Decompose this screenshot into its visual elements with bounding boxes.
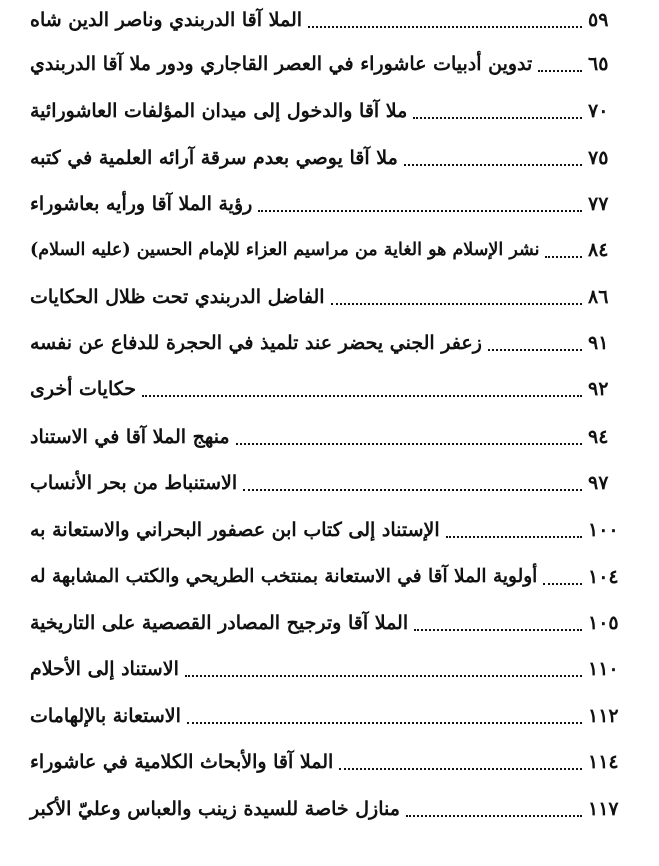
toc-dot-leader [308, 0, 582, 40]
toc-entry [30, 44, 626, 84]
toc-entry [30, 649, 626, 689]
toc-entry-page: ٩١ [588, 332, 609, 354]
toc-dot-leader [187, 696, 582, 736]
toc-entry [30, 463, 626, 503]
toc-entry-title: أولوية الملا آقا في الاستعانة بمنتخب الطريحي والكتب المشابهة له [30, 566, 538, 587]
toc-entry-title: رؤية الملا آقا ورأيه بعاشوراء [30, 193, 253, 215]
toc-entry-page: ٨٦ [588, 286, 609, 308]
toc-entry-title: ملا آقا والدخول إلى ميدان المؤلفات العاشورائية [30, 100, 408, 122]
toc-entry [30, 369, 626, 409]
toc-entry [30, 789, 626, 829]
toc-entry-page: ٦٥ [588, 53, 609, 75]
toc-entry-title: حكايات أخرى [30, 378, 136, 400]
toc-entry-title: الملا آقا والأبحاث الكلامية في عاشوراء [30, 751, 334, 773]
toc-dot-leader [406, 789, 582, 829]
toc-entry-title: الملا آقا وترجيح المصادر القصصية على التاريخية [30, 612, 409, 634]
toc-entry-page: ٥٩ [588, 9, 609, 31]
toc-dot-leader [258, 184, 582, 224]
toc-entry-page: ١٠٤ [588, 566, 619, 588]
toc-dot-leader [339, 742, 582, 782]
toc-dot-leader [543, 557, 582, 597]
toc-entry-title: ملا آقا يوصي بعدم سرقة آرائه العلمية في كتبه [30, 147, 398, 169]
toc-dot-leader [185, 649, 582, 689]
toc-entry-page: ٧٠ [588, 100, 609, 122]
toc-dot-leader [142, 369, 582, 409]
toc-entry-page: ١١٢ [588, 705, 619, 727]
toc-dot-leader [538, 44, 582, 84]
toc-entry-page: ٨٤ [588, 239, 609, 261]
toc-entry [30, 742, 626, 782]
toc-dot-leader [446, 510, 582, 550]
toc-entry-page: ٧٥ [588, 147, 609, 169]
toc-entry [30, 510, 626, 550]
toc-entry-title: الفاضل الدربندي تحت ظلال الحكايات [30, 286, 325, 308]
toc-entry [30, 417, 626, 457]
toc-entry-page: ١١٠ [588, 658, 619, 680]
toc-entry-title: الاستعانة بالإلهامات [30, 705, 181, 727]
toc-dot-leader [413, 91, 582, 131]
toc-entry-page: ٩٢ [588, 378, 609, 400]
toc-entry [30, 0, 626, 40]
toc-entry [30, 230, 626, 270]
toc-dot-leader [331, 277, 582, 317]
toc-entry-title: منازل خاصة للسيدة زينب والعباس وعليّ الأكبر [30, 798, 400, 820]
toc-entry-title: زعفر الجني يحضر عند تلميذ في الحجرة للدفاع عن نفسه [30, 332, 482, 354]
toc-entry [30, 184, 626, 224]
toc-entry-page: ٩٤ [588, 426, 609, 448]
toc-entry-title: الملا آقا الدربندي وناصر الدين شاه [30, 9, 303, 31]
toc-entry-page: ٩٧ [588, 472, 609, 494]
toc-entry-title: تدوين أدبيات عاشوراء في العصر القاجاري ودور ملا آقا الدربندي [30, 53, 533, 75]
toc-entry-title: الاستنباط من بحر الأنساب [30, 472, 238, 494]
toc-dot-leader [404, 138, 582, 178]
toc-entry-page: ١٠٠ [588, 519, 619, 541]
toc-entry-title: الاستناد إلى الأحلام [30, 658, 179, 680]
toc-entry [30, 323, 626, 363]
toc-entry [30, 557, 626, 597]
toc-entry [30, 696, 626, 736]
toc-entry [30, 603, 626, 643]
toc-dot-leader [236, 417, 582, 457]
toc-entry-page: ١١٧ [588, 798, 619, 820]
toc-entry-page: ٧٧ [588, 193, 609, 215]
toc-dot-leader [545, 230, 582, 270]
toc-entry-title: نشر الإسلام هو الغاية من مراسيم العزاء للإمام الحسين (عليه السلام) [30, 240, 540, 260]
toc-dot-leader [243, 463, 582, 503]
toc-entry-page: ١٠٥ [588, 612, 619, 634]
toc-dot-leader [414, 603, 582, 643]
toc-entry [30, 91, 626, 131]
toc-entry [30, 138, 626, 178]
toc-entry [30, 277, 626, 317]
toc-dot-leader [488, 323, 582, 363]
toc-entry-title: الإستناد إلى كتاب ابن عصفور البحراني والاستعانة به [30, 519, 440, 541]
toc-entry-page: ١١٤ [588, 751, 619, 773]
toc-entry-title: منهج الملا آقا في الاستناد [30, 426, 230, 448]
